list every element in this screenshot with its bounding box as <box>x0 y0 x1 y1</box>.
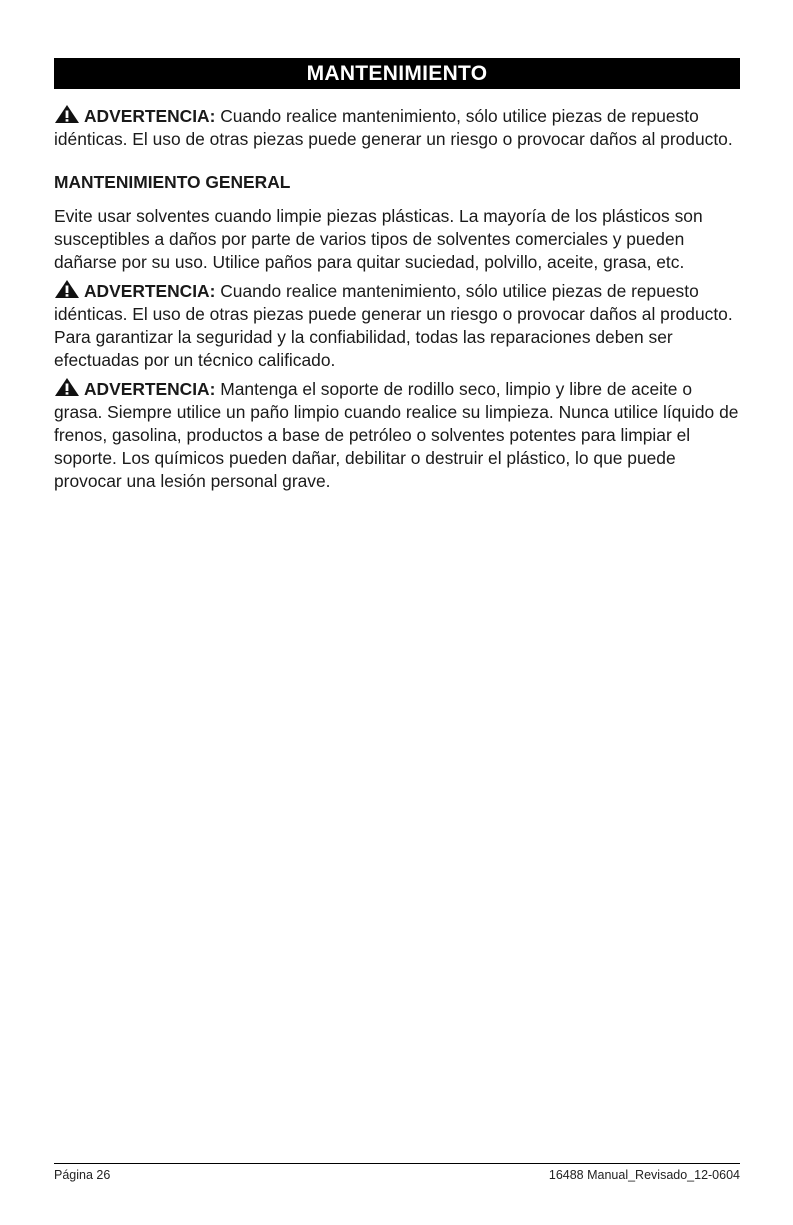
footer-page-number: Página 26 <box>54 1168 111 1182</box>
warning-text: Cuando realice mantenimiento, sólo utilice piezas de repuesto idénticas. El uso de otras piezas puede generar un riesgo o provocar daños al producto. <box>54 106 733 149</box>
warning-triangle-icon <box>54 377 80 397</box>
warning-triangle-icon <box>54 104 80 124</box>
warning-text: Mantenga el soporte de rodillo seco, limpio y libre de aceite o grasa. Siempre utilice un paño limpio cuando realice su limpieza. Nunca utilice líquido de frenos, gasolina, productos a base de petróleo o solventes potentes para limpiar el soporte. Los químicos pueden dañar, debilitar o destruir el plástico, lo que puede provocar una lesión personal grave. <box>54 379 739 491</box>
warning-label: ADVERTENCIA: <box>84 106 216 126</box>
footer-divider <box>54 1163 740 1164</box>
warning-label: ADVERTENCIA: <box>84 281 216 301</box>
warning-label: ADVERTENCIA: <box>84 379 216 399</box>
page-content <box>54 58 740 493</box>
warning-triangle-icon <box>54 279 80 299</box>
warning-paragraph-3 <box>54 377 740 493</box>
warning-paragraph-1 <box>54 104 740 151</box>
page-title: MANTENIMIENTO <box>54 58 740 89</box>
section-heading: MANTENIMIENTO GENERAL <box>54 172 291 192</box>
warning-paragraph-2 <box>54 279 740 372</box>
warning-text: Cuando realice mantenimiento, sólo utilice piezas de repuesto idénticas. El uso de otras piezas puede generar un riesgo o provocar daños al producto. Para garantizar la seguridad y la confiabilidad, todas las reparaciones deben ser efectuadas por un técnico calificado. <box>54 281 733 370</box>
section-body: Evite usar solventes cuando limpie piezas plásticas. La mayoría de los plásticos son susceptibles a daños por parte de varios tipos de solventes comerciales y pueden dañarse por su uso. Utilice paños para quitar suciedad, polvillo, aceite, grasa, etc. <box>54 206 703 272</box>
footer-document-id: 16488 Manual_Revisado_12-0604 <box>548 1168 740 1182</box>
